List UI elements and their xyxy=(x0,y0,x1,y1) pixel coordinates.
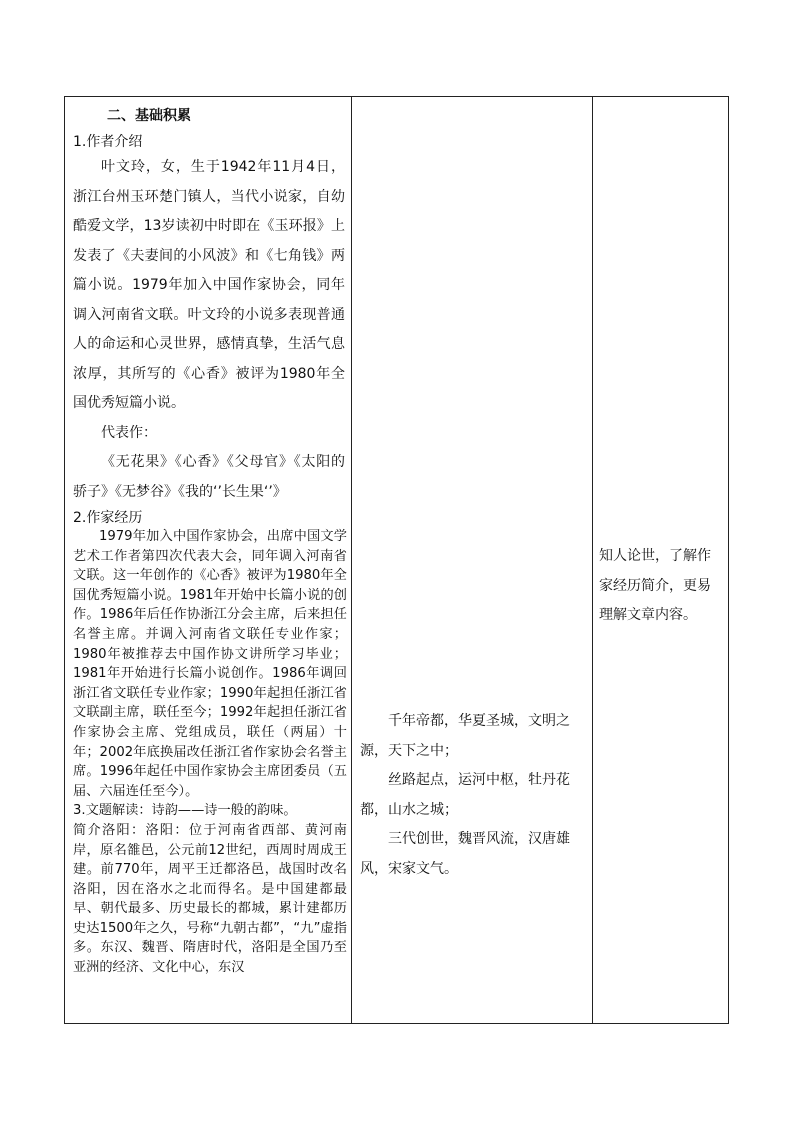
representative-works-list: 《无花果》《心香》《父母官》《太阳的骄子》《无梦谷》《我的‘’长生果‘’》 xyxy=(73,454,345,500)
author-intro-title: 1.作者介绍 xyxy=(73,134,143,150)
verse-line-3: 三代创世，魏晋风流，汉唐雄风，宋家文气。 xyxy=(360,831,570,877)
lesson-table xyxy=(64,96,729,1024)
title-interpretation: 3.文题解读：诗韵——诗一般的韵味。 xyxy=(73,803,297,819)
content-column xyxy=(65,97,351,1023)
purpose-column xyxy=(593,97,728,1023)
representative-works-label: 代表作： xyxy=(101,424,157,441)
verse-line-1: 千年帝都，华夏圣城，文明之源，天下之中； xyxy=(360,713,570,759)
writer-experience-paragraph: 1979年加入中国作家协会，出席中国文学艺术工作者第四次代表大会，同年调入河南省文联。这一年创作的《心香》被评为1980年全国优秀短篇小说。1981年开始中长篇小说的创作。1986年后任作协浙江分会主席，后来担任名誉主席。并调入河南省文联任专业作家；1980年被推荐去中国作协文讲所学习毕业；1981年开始进行长篇小说创作。1986年调回浙江省文联任专业作家；1990年起担任浙江省文联副主席，联任至今；1992年起担任浙江省作家协会主席、党组成员，联任（两届）十年；2002年底换届改任浙江省作家协会名誉主席。1996年起任中国作家协会主席团委员（五届、六届连任至今）。 xyxy=(73,529,347,799)
author-intro-paragraph: 叶文玲，女，生于1942年11月4日，浙江台州玉环楚门镇人，当代小说家，自幼酷爱文学，13岁读初中时即在《玉环报》上发表了《夫妻间的小风波》和《七角钱》两篇小说。1979年加入中国作家协会，同年调入河南省文联。叶文玲的小说多表现普通人的命运和心灵世界，感情真挚，生活气息浓厚，其所写的《心香》被评为1980年全国优秀短篇小说。 xyxy=(73,159,345,411)
verse-line-2: 丝路起点，运河中枢，牡丹花都，山水之城； xyxy=(360,772,570,818)
writer-experience-block xyxy=(65,527,351,978)
purpose-text: 知人论世，了解作家经历简介，更易理解文章内容。 xyxy=(599,548,711,623)
purpose-block xyxy=(593,97,728,631)
activity-column xyxy=(352,97,592,1023)
section-heading: 二、基础积累 xyxy=(107,108,191,124)
author-intro-block xyxy=(65,151,351,507)
luoyang-intro-paragraph: 简介洛阳：洛阳：位于河南省西部、黄河南岸，原名雒邑，公元前12世纪，西周时周成王建。前770年，周平王迁都洛邑，战国时改名洛阳，因在洛水之北而得名。是中国建都最早、朝代最多、历史最长的都城，累计建都历史达1500年之久，号称“九朝古都”，“九”虚指多。东汉、魏晋、隋唐时代，洛阳是全国乃至亚洲的经济、文化中心，东汉 xyxy=(73,822,347,976)
writer-experience-title: 2.作家经历 xyxy=(73,510,143,526)
luoyang-verse-block xyxy=(352,97,592,884)
